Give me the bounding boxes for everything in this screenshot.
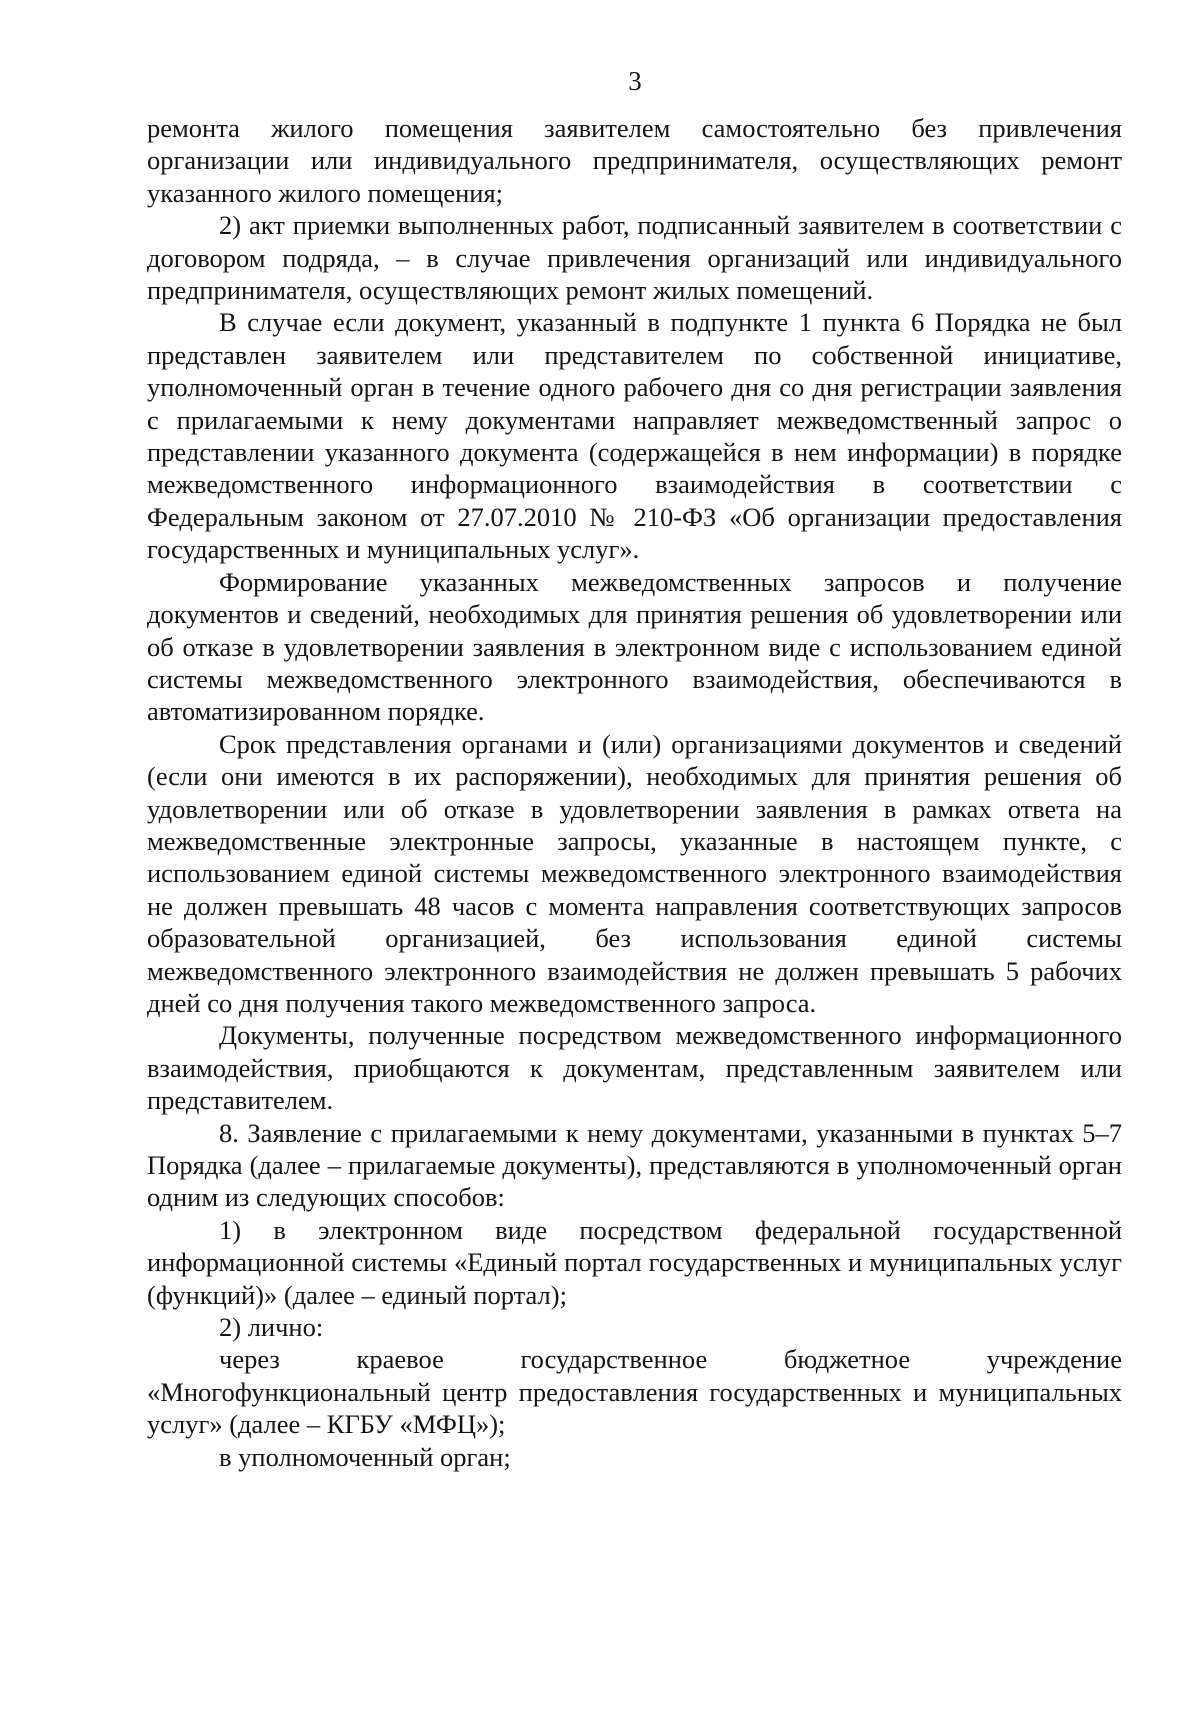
document-body (147, 112, 1122, 1473)
paragraph-request-formation: Формирование указанных межведомственных запросов и получение документов и сведений, необходимых для принятия решения об удовлетворении или об отказе в удовлетворении заявления в электронном виде с использованием единой системы межведомственного электронного взаимодействия, обеспечиваются в автоматизированном порядке. (147, 566, 1122, 727)
paragraph-item-8-application: 8. Заявление с прилагаемыми к нему документами, указанными в пунктах 5–7 Порядка (далее – прилагаемые документы), представляются в уполномоченный орган одним из следующих способов: (147, 1117, 1122, 1213)
paragraph-interagency-request: В случае если документ, указанный в подпункте 1 пункта 6 Порядка не был представлен заявителем или представителем по собственной инициативе, уполномоченный орган в течение одного рабочего дня со дня регистрации заявления с прилагаемыми к нему документами направляет межведомственный запрос о представлении указанного документа (содержащейся в нем информации) в порядке межведомственного информационного взаимодействия в соответствии с Федеральным законом от 27.07.2010 № 210-ФЗ «Об организации предоставления государственных и муниципальных услуг». (147, 307, 1122, 565)
page-number: 3 (628, 66, 642, 96)
paragraph-response-deadline: Срок представления органами и (или) организациями документов и сведений (если они имеются в их распоряжении), необходимых для принятия решения об удовлетворении или об отказе в удовлетворении заявления в рамках ответа на межведомственные электронные запросы, указанные в настоящем пункте, с использованием единой системы межведомственного электронного взаимодействия не должен превышать 48 часов с момента направления соответствующих запросов образовательной организацией, без использования единой системы межведомственного электронного взаимодействия не должен превышать 5 рабочих дней со дня получения такого межведомственного запроса. (147, 728, 1122, 1018)
paragraph-item-2-act: 2) акт приемки выполненных работ, подписанный заявителем в соответствии с договором подряда, – в случае привлечения организаций или индивидуального предпринимателя, осуществляющих ремонт жилых помещений. (147, 210, 1122, 306)
paragraph-electronic-submission: 1) в электронном виде посредством федеральной государственной информационной системы «Единый портал государственных и муниципальных услуг (функций)» (далее – единый портал); (147, 1214, 1122, 1310)
paragraph-in-person: 2) лично: (219, 1312, 324, 1343)
paragraph-documents-attached: Документы, полученные посредством межведомственного информационного взаимодействия, приобщаются к документам, представленным заявителем или представителем. (147, 1020, 1122, 1116)
paragraph-via-mfc: через краевое государственное бюджетное учреждение «Многофункциональный центр предоставления государственных и муниципальных услуг» (далее – КГБУ «МФЦ»); (147, 1344, 1122, 1440)
paragraph-continuation: ремонта жилого помещения заявителем самостоятельно без привлечения организации или индивидуального предпринимателя, осуществляющих ремонт указанного жилого помещения; (147, 113, 1122, 208)
paragraph-authorized-body: в уполномоченный орган; (219, 1441, 511, 1472)
